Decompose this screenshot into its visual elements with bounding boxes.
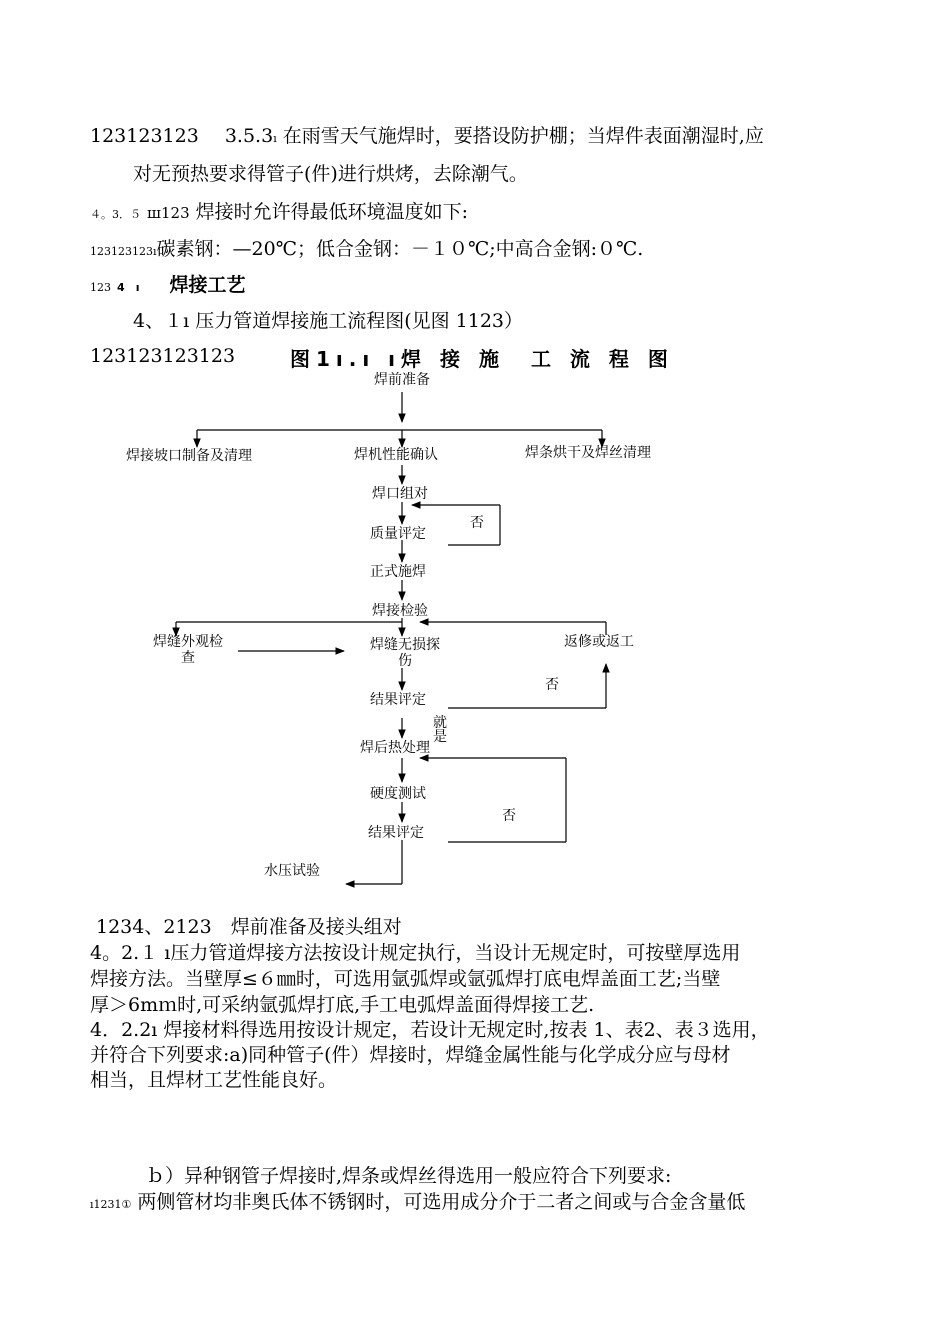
node-hydro-test: 水压试验 bbox=[264, 863, 320, 879]
para-b-1 bbox=[90, 1190, 745, 1217]
label-yes-line2: 是 bbox=[433, 729, 447, 745]
heading-title: 焊接工艺 bbox=[169, 274, 246, 296]
para-4-2-2-line2: 并符合下列要求:a)同种管子(件）焊接时，焊缝金属性能与化学成分应与母材 bbox=[90, 1044, 731, 1066]
para-mark: ш123 bbox=[147, 204, 190, 222]
para-4-2-1-line3: 厚＞6mｍ时,可采纳氩弧焊打底,手工电弧焊盖面得焊接工艺. bbox=[90, 994, 595, 1016]
node-welder-check: 焊机性能确认 bbox=[354, 447, 438, 463]
node-quality-eval: 质量评定 bbox=[370, 526, 426, 542]
label-no-3: 否 bbox=[502, 808, 516, 824]
heading-prefix: 123 bbox=[90, 281, 111, 294]
para-text: 焊接时允许得最低环境温度如下: bbox=[195, 201, 469, 223]
para-number: 3.5.3 bbox=[224, 125, 274, 147]
para-b: ｂ）异种钢管子焊接时,焊条或焊丝得选用一般应符合下列要求: bbox=[146, 1165, 672, 1187]
para-4-1-1: 4、１ı 压力管道焊接施工流程图(见图 1123） bbox=[133, 310, 524, 332]
para-text: 在雨雪天气施焊时，要搭设防护棚；当焊件表面潮湿时,应 bbox=[282, 125, 764, 147]
node-weld-inspection: 焊接检验 bbox=[372, 603, 428, 619]
node-ndt-line1: 焊缝无损探 bbox=[370, 637, 440, 653]
section-heading-4-2: 1234、2123 焊前准备及接头组对 bbox=[96, 916, 402, 938]
para-prefix: ı1231① bbox=[90, 1198, 132, 1211]
para-text: 碳素钢：—20℃；低合金钢：－１０℃;中高合金钢:０℃. bbox=[156, 238, 644, 260]
para-text: 两侧管材均非奥氏体不锈钢时，可选用成分介于二者之间或与合金含量低 bbox=[137, 1191, 746, 1213]
label-yes-line1: 就 bbox=[433, 715, 447, 731]
para-3-5-3-cont: 对无预热要求得管子(件)进行烘烤，去除潮气。 bbox=[133, 163, 528, 185]
node-hardness-test: 硬度测试 bbox=[370, 786, 426, 802]
node-visual-inspection-line2: 查 bbox=[181, 650, 195, 666]
node-groove-prep: 焊接坡口制备及清理 bbox=[126, 448, 252, 464]
para-4-2-1-line1: 4。2.１ ı压力管道焊接方法按设计规定执行，当设计无规定时，可按壁厚选用 bbox=[90, 942, 741, 964]
node-formal-welding: 正式施焊 bbox=[370, 564, 426, 580]
label-no-2: 否 bbox=[545, 677, 559, 693]
node-result-eval-2: 结果评定 bbox=[368, 825, 424, 841]
figure-title: 图1ı.ı ı焊 接 施 工 流 程 图 bbox=[290, 347, 674, 371]
node-result-eval-1: 结果评定 bbox=[370, 692, 426, 708]
para-4-2-2-line3: 相当，且焊材工艺性能良好。 bbox=[90, 1069, 338, 1091]
node-repair: 返修或返工 bbox=[564, 634, 634, 650]
label-no-1: 否 bbox=[470, 515, 484, 531]
para-prefix: ４。3．５ bbox=[90, 208, 141, 221]
node-post-weld-heat: 焊后热处理 bbox=[360, 740, 430, 756]
node-visual-inspection-line1: 焊缝外观检 bbox=[153, 634, 223, 650]
heading-number: 4 ı bbox=[117, 281, 140, 294]
figure-prefix: 123123123123 bbox=[90, 345, 236, 367]
label-yes bbox=[433, 716, 447, 744]
node-pre-weld-prep: 焊前准备 bbox=[374, 372, 430, 388]
para-4-2-1-line2: 焊接方法。当壁厚≤６㎜时，可选用氩弧焊或氩弧焊打底电焊盖面工艺;当壁 bbox=[90, 968, 721, 990]
node-joint-fitup: 焊口组对 bbox=[372, 486, 428, 502]
node-ndt bbox=[362, 637, 448, 669]
node-visual-inspection bbox=[143, 634, 233, 666]
para-prefix: 123123123ı bbox=[90, 245, 157, 258]
para-mark: ı bbox=[273, 132, 277, 145]
para-4-2-2-line1: 4．2.2ı 焊接材料得选用按设计规定，若设计无规定时,按表 1、表2、表３选用， bbox=[90, 1019, 770, 1041]
node-ndt-line2: 伤 bbox=[398, 653, 412, 669]
node-electrode-dry: 焊条烘干及焊丝清理 bbox=[525, 445, 651, 461]
para-prefix: 123123123 bbox=[90, 125, 199, 147]
